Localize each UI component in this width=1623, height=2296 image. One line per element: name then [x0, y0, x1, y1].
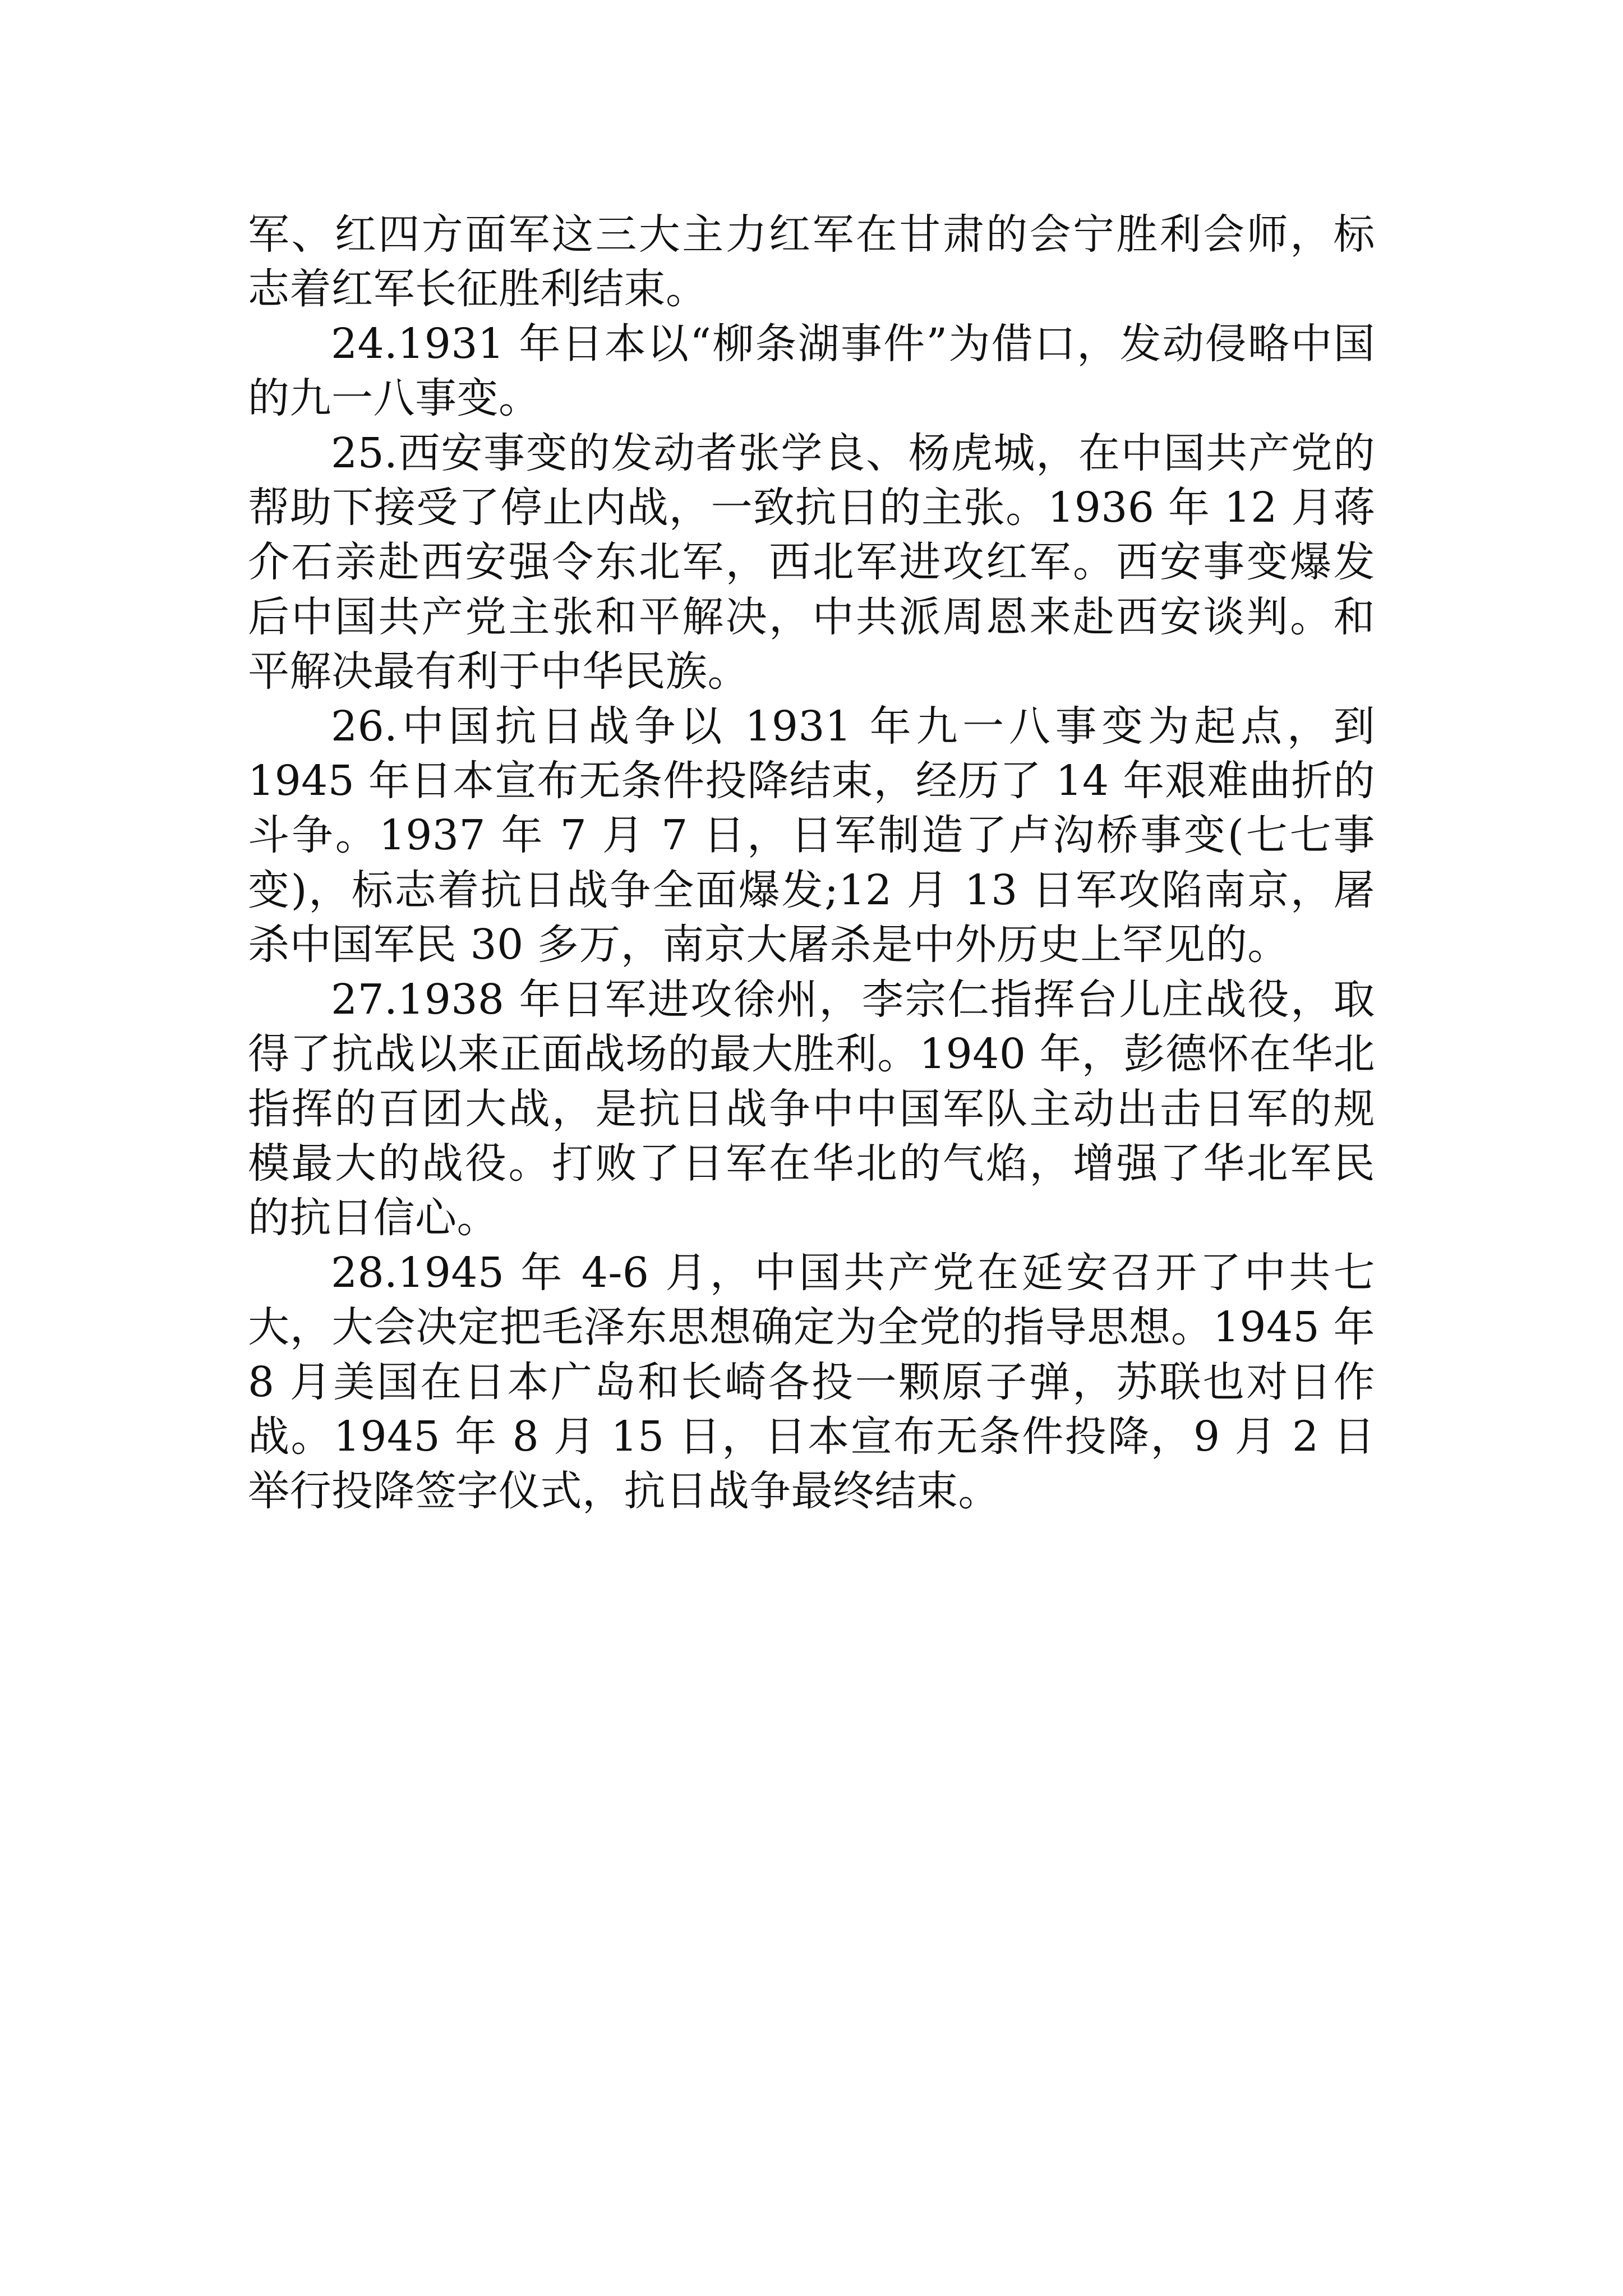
paragraph-continuation: 军、红四方面军这三大主力红军在甘肃的会宁胜利会师，标志着红军长征胜利结束。	[248, 210, 1375, 314]
paragraph-25: 25.西安事变的发动者张学良、杨虎城，在中国共产党的帮助下接受了停止内战，一致抗日的主张。1936 年 12 月蒋介石亲赴西安强令东北军，西北军进攻红军。西安事变爆发后中国共产党主张和平解决，中共派周恩来赴西安谈判。和平解决最有利于中华民族。	[248, 429, 1375, 696]
document-body	[248, 208, 1375, 1519]
paragraph-28: 28.1945 年 4-6 月，中国共产党在延安召开了中共七大，大会决定把毛泽东思想确定为全党的指导思想。1945 年 8 月美国在日本广岛和长崎各投一颗原子弹，苏联也对日作战。1945 年 8 月 15 日，日本宣布无条件投降，9 月 2 日举行投降签字仪式，抗日战争最终结束。	[248, 1248, 1375, 1516]
paragraph-26: 26.中国抗日战争以 1931 年九一八事变为起点，到 1945 年日本宣布无条件投降结束，经历了 14 年艰难曲折的斗争。1937 年 7 月 7 日，日军制造了卢沟桥事变(七七事变)，标志着抗日战争全面爆发;12 月 13 日军攻陷南京，屠杀中国军民 30 多万，南京大屠杀是中外历史上罕见的。	[248, 702, 1375, 969]
paragraph-24: 24.1931 年日本以“柳条湖事件”为借口，发动侵略中国的九一八事变。	[248, 319, 1375, 423]
paragraph-27: 27.1938 年日军进攻徐州，李宗仁指挥台儿庄战役，取得了抗战以来正面战场的最大胜利。1940 年，彭德怀在华北指挥的百团大战，是抗日战争中中国军队主动出击日军的规模最大的战役。打败了日军在华北的气焰，增强了华北军民的抗日信心。	[248, 975, 1375, 1243]
